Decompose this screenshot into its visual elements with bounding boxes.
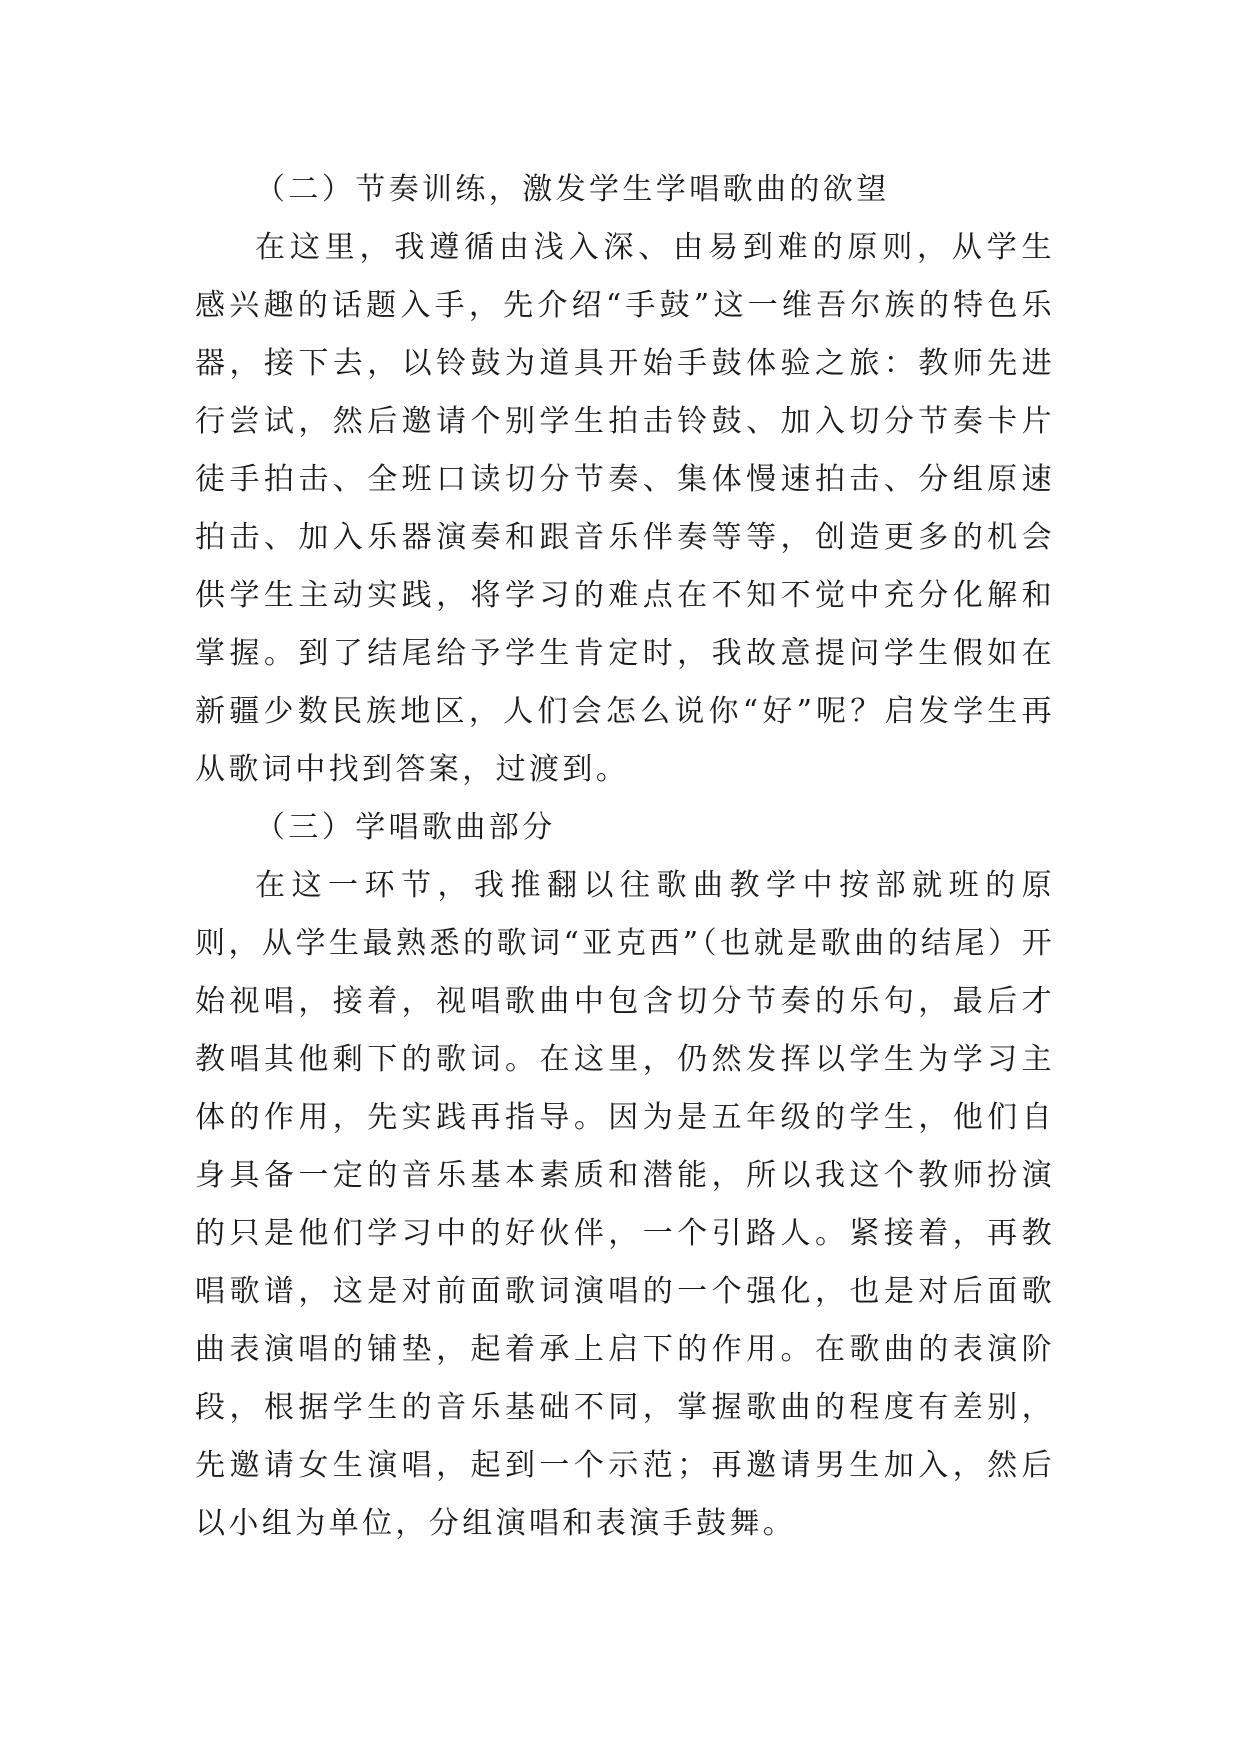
document-body	[195, 161, 1055, 1553]
paragraph-song-learning: 在这一环节，我推翻以往歌曲教学中按部就班的原则，从学生最熟悉的歌词“亚克西”（也就是歌曲的结尾）开始视唱，接着，视唱歌曲中包含切分节奏的乐句，最后才教唱其他剩下的歌词。在这里，仍然发挥以学生为学习主体的作用，先实践再指导。因为是五年级的学生，他们自身具备一定的音乐基本素质和潜能，所以我这个教师扮演的只是他们学习中的好伙伴，一个引路人。紧接着，再教唱歌谱，这是对前面歌词演唱的一个强化，也是对后面歌曲表演唱的铺垫，起着承上启下的作用。在歌曲的表演阶段，根据学生的音乐基础不同，掌握歌曲的程度有差别，先邀请女生演唱，起到一个示范；再邀请男生加入，然后以小组为单位，分组演唱和表演手鼓舞。	[195, 868, 1055, 1541]
section-heading-song-learning: （三）学唱歌曲部分	[255, 810, 556, 845]
paragraph-rhythm-training: 在这里，我遵循由浅入深、由易到难的原则，从学生感兴趣的话题入手，先介绍“手鼓”这一维吾尔族的特色乐器，接下去，以铃鼓为道具开始手鼓体验之旅：教师先进行尝试，然后邀请个别学生拍击铃鼓、加入切分节奏卡片徒手拍击、全班口读切分节奏、集体慢速拍击、分组原速拍击、加入乐器演奏和跟音乐伴奏等等，创造更多的机会供学生主动实践，将学习的难点在不知不觉中充分化解和掌握。到了结尾给予学生肯定时，我故意提问学生假如在新疆少数民族地区，人们会怎么说你“好”呢？启发学生再从歌词中找到答案，过渡到。	[195, 230, 1055, 787]
section-heading-rhythm-training: （二）节奏训练，激发学生学唱歌曲的欲望	[255, 172, 890, 207]
